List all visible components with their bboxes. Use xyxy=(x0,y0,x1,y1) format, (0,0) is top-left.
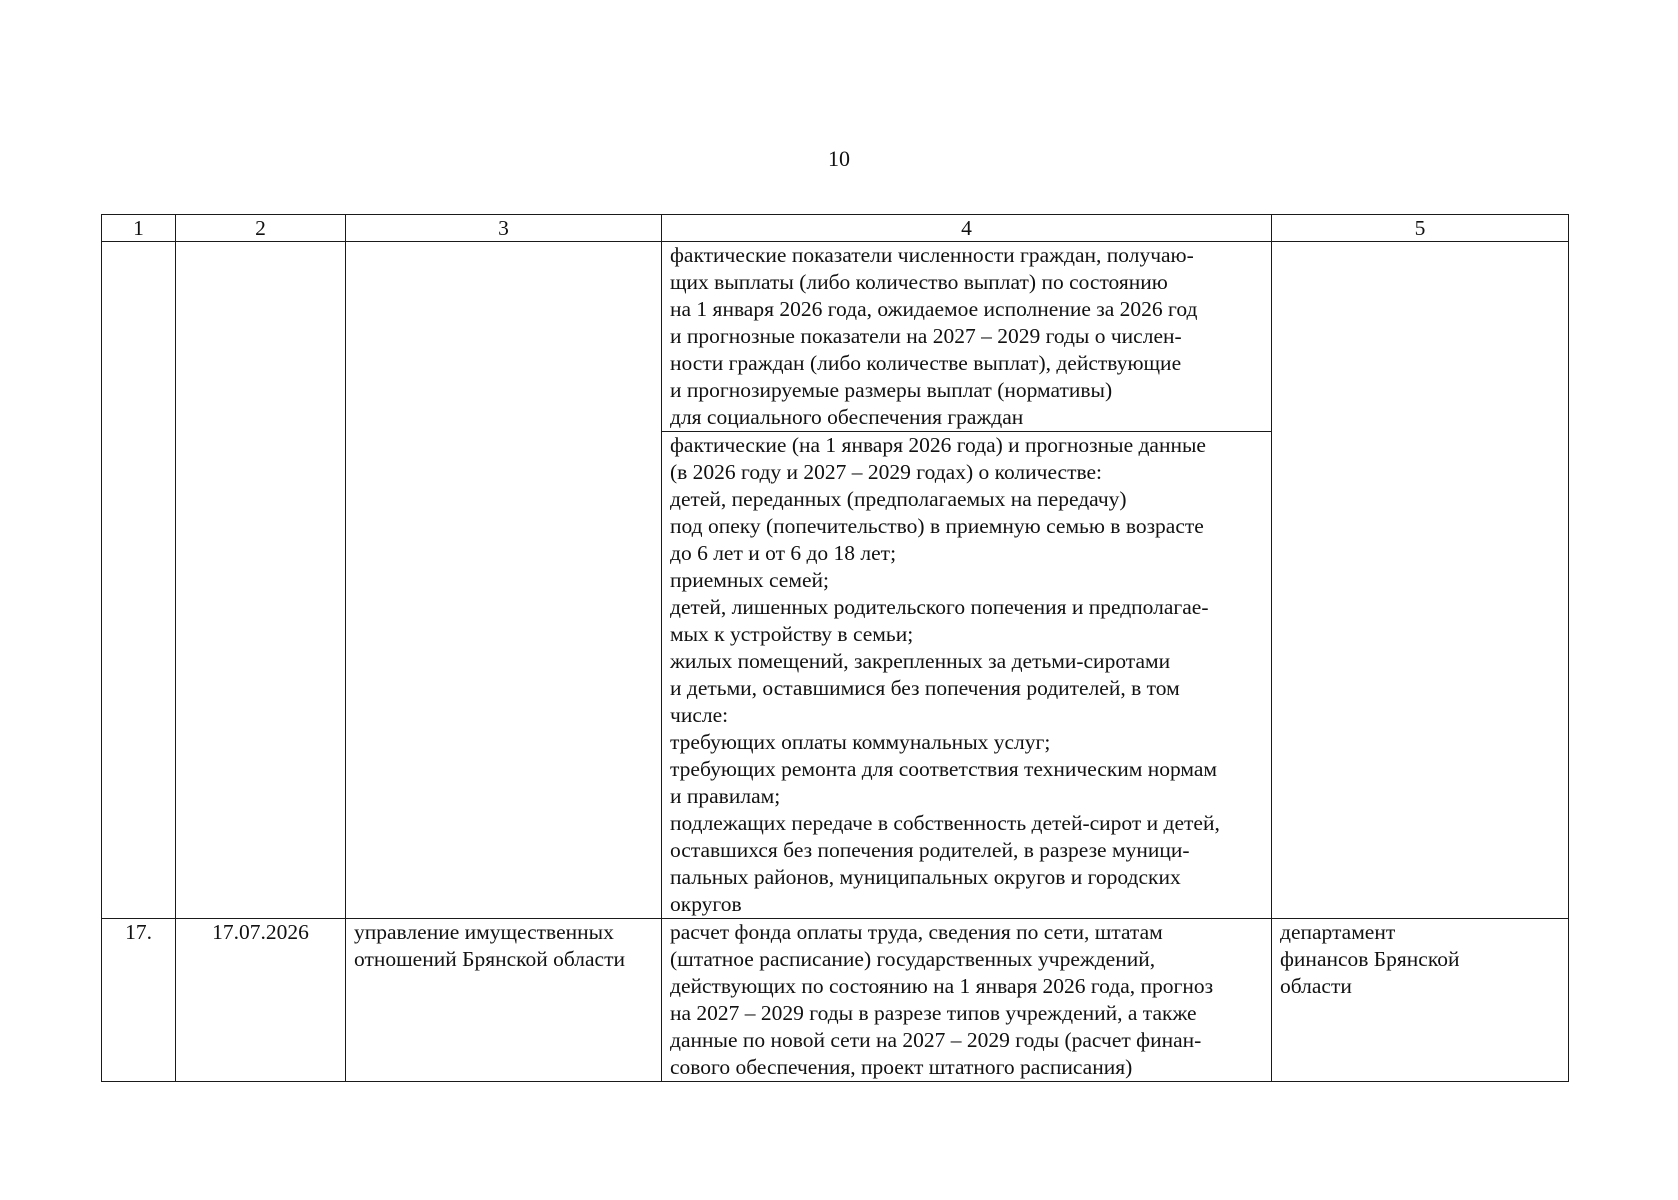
schedule-table xyxy=(101,214,1569,1082)
continued-description-block-1: фактические показатели численности граждан, получаю- щих выплаты (либо количество выплат) по состоянию на 1 января 2026 года, ожидаемое исполнение за 2026 год и прогнозные показатели на 2027 – 2029 годы о числен- ности граждан (либо количестве выплат), действующие и прогнозируемые размеры выплат (нормативы) для социального обеспечения граждан xyxy=(662,242,1272,432)
continued-col-3 xyxy=(346,242,662,919)
header-col-1: 1 xyxy=(102,215,176,242)
continued-description-block-2: фактические (на 1 января 2026 года) и прогнозные данные (в 2026 году и 2027 – 2029 годах) о количестве: детей, переданных (предполагаемых на передачу) под опеку (попечительство) в приемную семью в возрасте до 6 лет и от 6 до 18 лет; приемных семей; детей, лишенных родительского попечения и предполагае- мых к устройству в семьи; жилых помещений, закрепленных за детьми-сиротами и детьми, оставшимися без попечения родителей, в том числе: требующих оплаты коммунальных услуг; требующих ремонта для соответствия техническим нормам и правилам; подлежащих передаче в собственность детей-сирот и детей, оставшихся без попечения родителей, в разрезе муници- пальных районов, муниципальных округов и городских округов xyxy=(662,432,1272,919)
continued-col-2 xyxy=(176,242,346,919)
row-date: 17.07.2026 xyxy=(176,919,346,1082)
header-row xyxy=(102,215,1569,242)
table-row-continued-a xyxy=(102,242,1569,432)
page-number: 10 xyxy=(828,146,850,171)
row-responsible-body: управление имущественных отношений Брянской области xyxy=(346,919,662,1082)
row-description: расчет фонда оплаты труда, сведения по сети, штатам (штатное расписание) государственных учреждений, действующих по состоянию на 1 января 2026 года, прогноз на 2027 – 2029 годы в разрезе типов учреждений, а также данные по новой сети на 2027 – 2029 годы (расчет финан- сового обеспечения, проект штатного расписания) xyxy=(662,919,1272,1082)
continued-col-1 xyxy=(102,242,176,919)
header-col-4: 4 xyxy=(662,215,1272,242)
row-number: 17. xyxy=(102,919,176,1082)
table-row-17 xyxy=(102,919,1569,1082)
header-col-2: 2 xyxy=(176,215,346,242)
continued-col-5 xyxy=(1272,242,1569,919)
row-recipient: департамент финансов Брянской области xyxy=(1272,919,1569,1082)
header-col-3: 3 xyxy=(346,215,662,242)
header-col-5: 5 xyxy=(1272,215,1569,242)
